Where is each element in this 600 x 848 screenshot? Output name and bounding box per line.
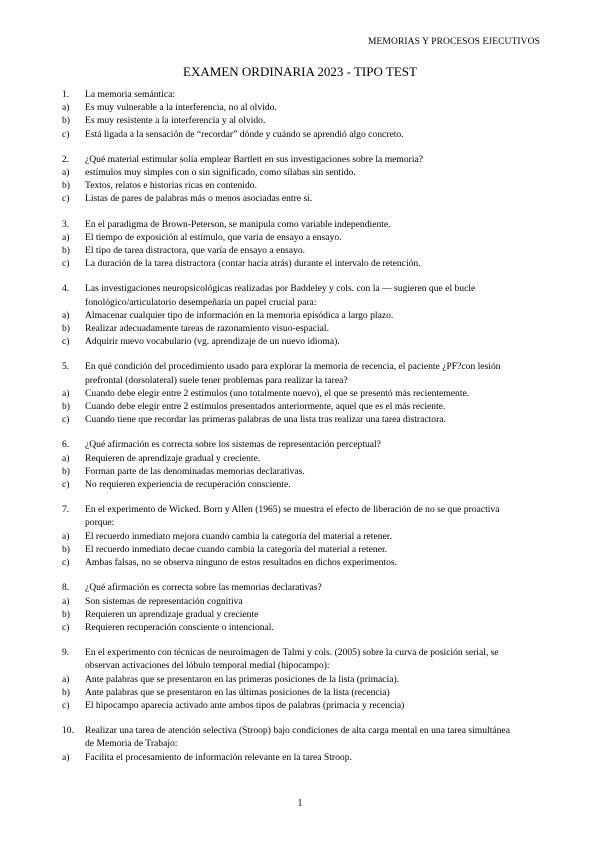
question-stem	[62, 360, 540, 373]
question-stem	[62, 218, 540, 231]
option-text: Requieren de aprendizaje gradual y creciente.	[85, 452, 261, 464]
question-text: En el paradigma de Brown-Peterson, se manipula como variable independiente.	[85, 218, 391, 230]
option-letter: b)	[62, 245, 70, 257]
page-number: 1	[297, 798, 303, 809]
option-letter: b)	[62, 180, 70, 192]
answer-option	[62, 556, 540, 569]
answer-option	[62, 166, 540, 179]
question-number: 9.	[62, 647, 70, 659]
answer-option	[62, 413, 540, 426]
question-block	[62, 646, 540, 712]
option-letter: c)	[62, 193, 70, 205]
option-letter: a)	[62, 231, 70, 243]
question-stem	[62, 438, 540, 451]
question-stem	[62, 724, 540, 737]
option-letter: a)	[62, 595, 70, 607]
option-letter: a)	[62, 452, 70, 464]
answer-option	[62, 335, 540, 348]
question-number: 7.	[62, 504, 70, 516]
option-text: El tipo de tarea distractora, que varía de ensayo a ensayo.	[85, 245, 306, 257]
option-letter: a)	[62, 530, 70, 542]
option-text: Es muy vulnerable a la interferencia, no al olvido.	[85, 102, 277, 114]
option-text: Adquirir nuevo vocabulario (vg. aprendizaje de un nuevo idioma).	[85, 336, 340, 348]
answer-option	[62, 530, 540, 543]
option-letter: c)	[62, 557, 70, 569]
document-title: EXAMEN ORDINARIA 2023 - TIPO TEST	[183, 64, 417, 79]
question-text: En qué condición del procedimiento usado para explorar la memoria de recencia, el paciente ¿PF?con lesión	[85, 361, 501, 373]
question-block	[62, 153, 540, 206]
question-block	[62, 581, 540, 634]
option-letter: a)	[62, 309, 70, 321]
question-text-continuation: porque:	[85, 517, 115, 529]
question-block	[62, 724, 540, 764]
answer-option	[62, 309, 540, 322]
question-number: 1.	[62, 89, 70, 100]
answer-option	[62, 673, 540, 686]
option-text: Forman parte de las denominadas memorias declarativas.	[85, 465, 305, 477]
option-text: Requieren recuperación consciente o intencional.	[85, 621, 274, 633]
answer-option	[62, 400, 540, 413]
question-number: 4.	[62, 283, 70, 295]
option-text: Ante palabras que se presentaron en las últimas posiciones de la lista (recencia)	[85, 686, 390, 698]
answer-option	[62, 128, 540, 141]
option-letter: b)	[62, 543, 70, 555]
question-stem	[62, 503, 540, 516]
option-text: Realizar adecuadamente tareas de razonamiento visuo-espacial.	[85, 323, 329, 335]
question-text: ¿Qué afirmación es correcta sobre las memorias declarativas?	[85, 582, 322, 594]
question-stem	[62, 646, 540, 659]
question-stem	[62, 581, 540, 594]
answer-option	[62, 244, 540, 257]
question-number: 10.	[62, 725, 74, 737]
answer-option	[62, 192, 540, 205]
option-letter: b)	[62, 686, 70, 698]
question-number: 3.	[62, 218, 70, 230]
option-text: El hipocampo aparecía activado ante ambos tipos de palabras (primacía y recencia)	[85, 699, 405, 711]
question-text-continuation: de Memoria de Trabajo:	[85, 738, 178, 750]
option-letter: a)	[62, 167, 70, 179]
question-number: 2.	[62, 153, 70, 165]
answer-option	[62, 257, 540, 270]
question-text: Realizar una tarea de atención selectiva (Stroop) bajo condiciones de alta carga mental en una tarea simultánea	[85, 725, 510, 737]
answer-option	[62, 751, 540, 764]
option-text: El tiempo de exposición al estímulo, que varía de ensayo a ensayo.	[85, 231, 342, 243]
question-text-continuation: observan activaciones del lóbulo temporal medial (hipocampo):	[85, 660, 330, 672]
option-text: El recuerdo inmediato decae cuando cambia la categoría del material a retener.	[85, 543, 388, 555]
option-text: Almacenar cualquier tipo de información en la memoria episódica a largo plazo.	[85, 309, 394, 321]
answer-option	[62, 465, 540, 478]
answer-option	[62, 686, 540, 699]
option-letter: a)	[62, 751, 70, 763]
question-block	[62, 218, 540, 271]
option-letter: c)	[62, 128, 70, 140]
option-letter: b)	[62, 465, 70, 477]
question-block	[62, 88, 540, 141]
option-letter: a)	[62, 102, 70, 114]
answer-option	[62, 595, 540, 608]
answer-option	[62, 322, 540, 335]
question-number: 8.	[62, 582, 70, 594]
question-number: 6.	[62, 439, 70, 451]
option-text: Cuando debe elegir entre 2 estímulos presentados anteriormente, aquel que es el más reciente.	[85, 401, 446, 413]
question-stem	[62, 282, 540, 295]
option-letter: b)	[62, 323, 70, 335]
option-text: Cuando debe elegir entre 2 estímulos (uno totalmente nuevo), el que se presentó más recientemente.	[85, 387, 470, 399]
option-text: No requieren experiencia de recuperación consciente.	[85, 479, 291, 491]
running-header: MEMORIAS Y PROCESOS EJECUTIVOS	[367, 37, 540, 47]
option-text: Ambas falsas, no se observa ninguno de estos resultados en dichos experimentos.	[85, 557, 397, 569]
option-letter: c)	[62, 336, 70, 348]
question-block	[62, 438, 540, 491]
option-text: Está ligada a la sensación de “recordar” dónde y cuándo se aprendió algo concreto.	[85, 128, 404, 140]
question-text: En el experimento con técnicas de neuroimagen de Talmi y cols. (2005) sobre la curva de posición serial, se	[85, 647, 499, 659]
option-text: Son sistemas de representación cognitiva	[85, 595, 243, 607]
answer-option	[62, 101, 540, 114]
answer-option	[62, 179, 540, 192]
question-text: La memoria semántica:	[85, 89, 176, 100]
option-text: Cuando tiene que recordar las primeras palabras de una lista tras realizar una tarea distractora.	[85, 414, 446, 426]
answer-option	[62, 699, 540, 712]
option-text: Textos, relatos e historias ricas en contenido.	[85, 180, 257, 192]
option-text: La duración de la tarea distractora (contar hacia atrás) durante el intervalo de retención.	[85, 258, 421, 270]
answer-option	[62, 452, 540, 465]
option-letter: c)	[62, 414, 70, 426]
answer-option	[62, 621, 540, 634]
question-text: ¿Qué afirmación es correcta sobre los sistemas de representación perceptual?	[85, 439, 381, 451]
option-text: Facilita el procesamiento de información relevante en la tarea Stroop.	[85, 751, 352, 763]
question-text-continuation: prefrontal (dorsolateral) suele tener problemas para realizar la tarea?	[85, 374, 348, 386]
option-text: Es muy resistente a la interferencia y al olvido.	[85, 115, 266, 127]
option-letter: b)	[62, 608, 70, 620]
option-letter: b)	[62, 115, 70, 127]
question-block	[62, 360, 540, 426]
option-letter: a)	[62, 673, 70, 685]
option-letter: c)	[62, 258, 70, 270]
question-text: En el experimento de Wicked. Born y Allen (1965) se muestra el efecto de liberación de no se que proactiva	[85, 504, 500, 516]
answer-option	[62, 231, 540, 244]
question-block	[62, 282, 540, 348]
option-text: Ante palabras que se presentaron en las primeras posiciones de la lista (primacía).	[85, 673, 400, 685]
option-letter: c)	[62, 621, 70, 633]
question-text-continuation: fonológico/articulatorio desempeñaría un papel crucial para:	[85, 296, 317, 308]
option-letter: a)	[62, 387, 70, 399]
option-text: Requieren un aprendizaje gradual y creciente	[85, 608, 259, 620]
question-stem	[62, 88, 540, 101]
option-letter: b)	[62, 401, 70, 413]
question-text: ¿Qué material estimular solía emplear Bartlett en sus investigaciones sobre la memoria?	[85, 153, 424, 165]
answer-option	[62, 387, 540, 400]
option-letter: c)	[62, 699, 70, 711]
option-letter: c)	[62, 479, 70, 491]
answer-option	[62, 543, 540, 556]
answer-option	[62, 114, 540, 127]
option-text: estímulos muy simples con o sin significado, como sílabas sin sentido.	[85, 167, 356, 179]
question-block	[62, 503, 540, 569]
question-stem	[62, 153, 540, 166]
option-text: El recuerdo inmediato mejora cuando cambia la categoría del material a retener.	[85, 530, 392, 542]
question-list	[62, 88, 540, 776]
question-number: 5.	[62, 361, 70, 373]
answer-option	[62, 608, 540, 621]
answer-option	[62, 478, 540, 491]
option-text: Listas de pares de palabras más o menos asociadas entre sí.	[85, 193, 313, 205]
question-text: Las investigaciones neuropsicológicas realizadas por Baddeley y cols. con la — sugieren que el bucle	[85, 283, 476, 295]
